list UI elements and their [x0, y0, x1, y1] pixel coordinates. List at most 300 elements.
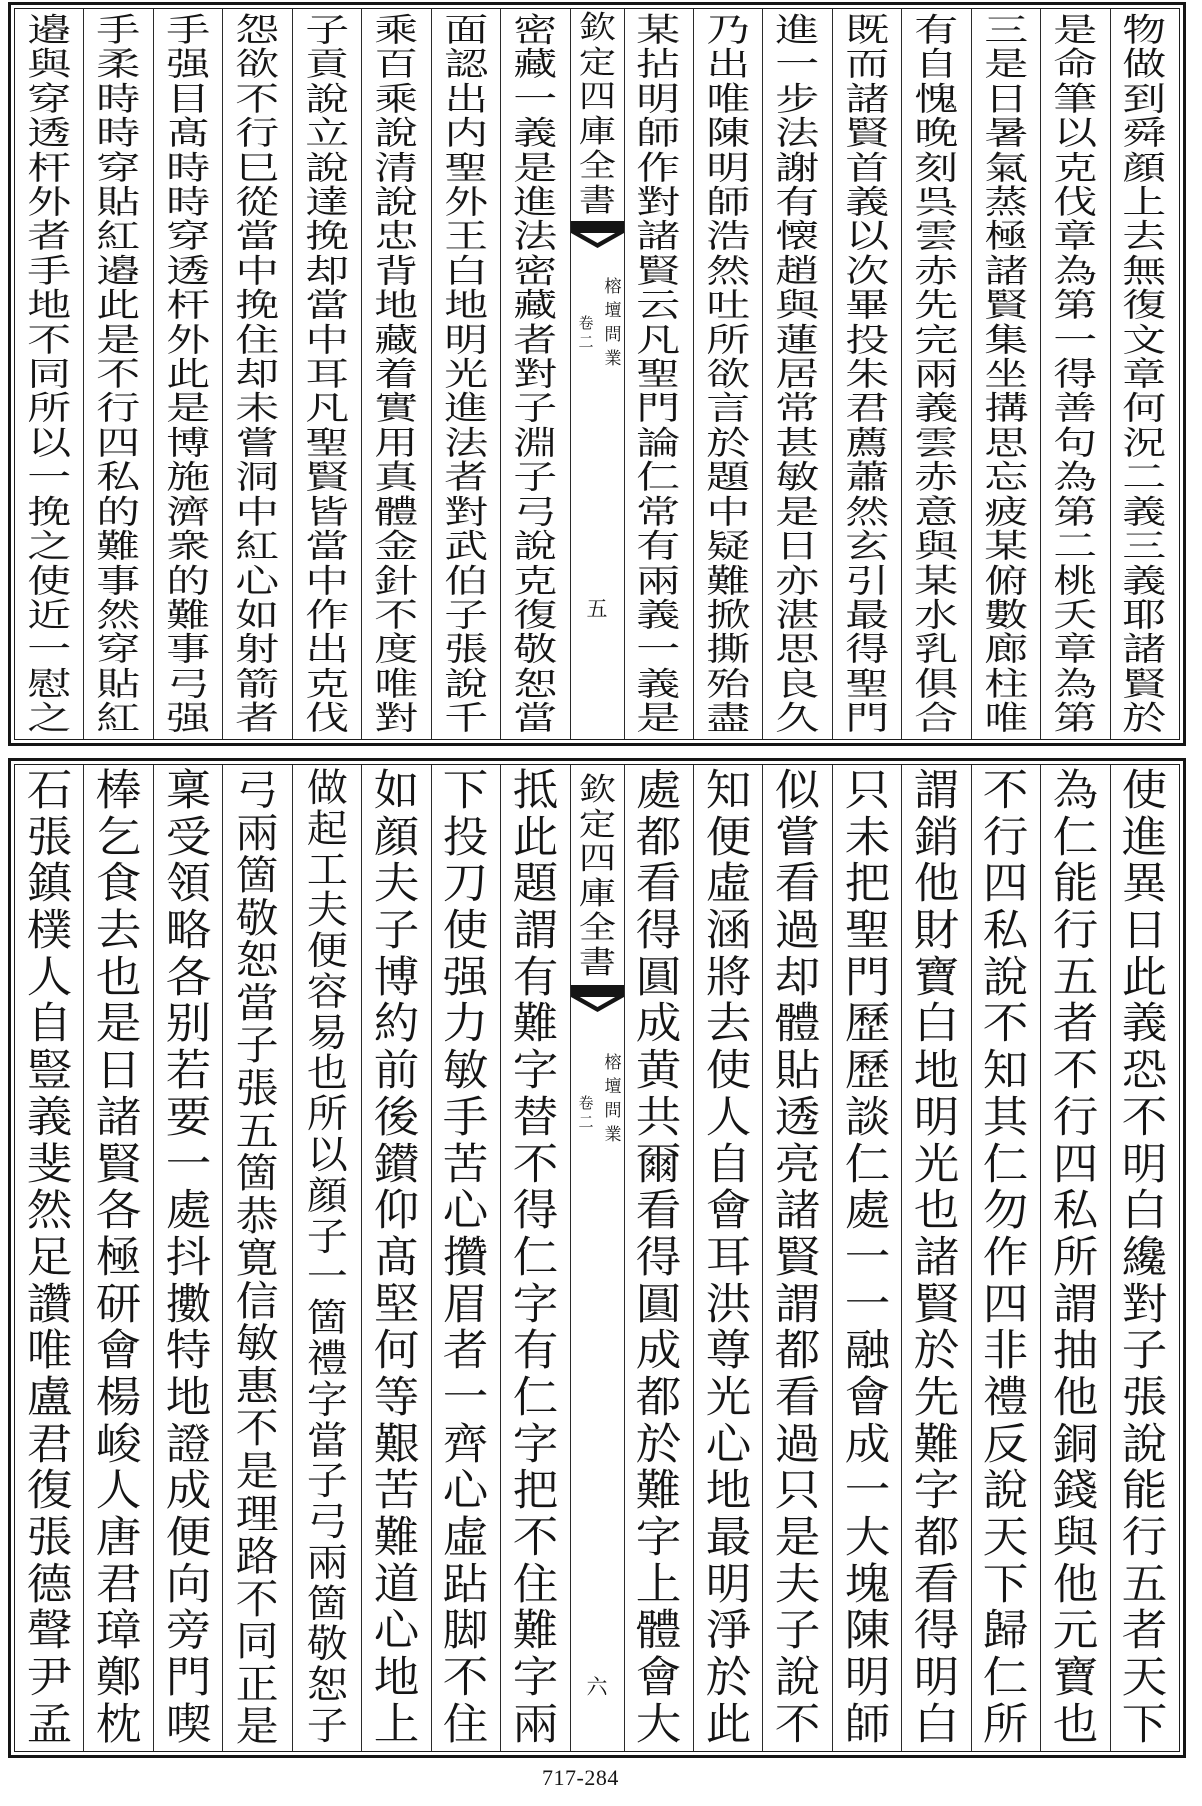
glyph: 勿 [983, 1186, 1029, 1237]
glyph: 不 [236, 1404, 279, 1453]
glyph: 殆 [706, 664, 751, 703]
glyph: 一 [443, 1372, 489, 1423]
glyph: 會 [95, 1326, 142, 1377]
glyph: 弓 [236, 766, 279, 814]
glyph: 唐 [95, 1513, 142, 1563]
glyph: 難 [373, 1513, 420, 1563]
text-column [901, 9, 970, 739]
glyph: 圓 [635, 1279, 682, 1330]
glyph: 難 [512, 1606, 559, 1657]
glyph: 使 [443, 906, 489, 957]
text-column [153, 765, 222, 1751]
glyph: 銷 [913, 812, 960, 863]
glyph: 下 [1121, 1699, 1168, 1750]
glyph: 私 [983, 906, 1029, 957]
text-column [500, 765, 569, 1751]
glyph: 人 [26, 952, 73, 1003]
glyph: 目 [166, 79, 211, 118]
glyph: 義 [914, 389, 959, 428]
glyph: 出 [706, 45, 751, 84]
text-column [500, 9, 569, 739]
half-page-upper [8, 2, 1186, 746]
glyph: 都 [635, 1372, 682, 1423]
glyph: 章 [1122, 355, 1167, 394]
glyph: 此 [1121, 952, 1168, 1003]
glyph: 雲 [914, 217, 959, 256]
glyph: 不 [236, 1574, 279, 1623]
glyph: 行 [983, 812, 1029, 863]
glyph: 論 [636, 423, 681, 462]
glyph: 日 [1121, 906, 1168, 957]
glyph: 却 [235, 355, 280, 394]
glyph: 得 [845, 630, 890, 669]
glyph: 兩 [306, 1540, 348, 1586]
glyph: 皆 [304, 492, 349, 531]
glyph: 投 [443, 812, 489, 863]
glyph: 德 [26, 1559, 73, 1610]
glyph: 别 [165, 999, 211, 1050]
glyph: 對 [636, 183, 681, 222]
glyph: 度 [374, 630, 419, 669]
glyph: 柱 [983, 664, 1028, 703]
text-column [292, 765, 361, 1751]
glyph: 搆 [983, 389, 1028, 428]
glyph: 晚 [914, 114, 959, 153]
glyph: 常 [775, 389, 820, 428]
glyph: 張 [26, 1513, 73, 1563]
glyph: 未 [235, 389, 280, 428]
glyph: 玄 [845, 527, 890, 566]
glyph: 一 [636, 630, 681, 669]
glyph: 不 [983, 766, 1029, 816]
glyph: 明 [1121, 1139, 1168, 1190]
glyph: 談 [844, 1092, 890, 1143]
column-text [694, 766, 762, 1750]
glyph: 外 [443, 183, 488, 222]
glyph: 敬 [236, 893, 279, 942]
glyph: 洞 [235, 458, 280, 497]
glyph: 立 [304, 114, 349, 153]
glyph: 者 [1121, 1606, 1168, 1657]
glyph: 能 [1121, 1466, 1168, 1517]
glyph: 眉 [443, 1279, 489, 1330]
text-column [971, 765, 1040, 1751]
glyph: 俯 [983, 561, 1028, 600]
glyph: 行 [1052, 906, 1099, 957]
glyph: 從 [235, 183, 280, 222]
text-column [83, 9, 152, 739]
glyph: 是 [96, 320, 141, 359]
glyph: 白 [913, 999, 960, 1050]
text-column [762, 9, 831, 739]
glyph: 上 [1122, 183, 1167, 222]
glyph: 乃 [706, 11, 751, 49]
glyph: 邉 [96, 251, 141, 290]
glyph: 唯 [983, 699, 1028, 738]
glyph: 撕 [706, 630, 751, 669]
glyph: 桃 [1053, 561, 1098, 600]
column-text [293, 766, 361, 1749]
glyph: 克 [304, 664, 349, 703]
glyph: 張 [236, 1063, 279, 1112]
glyph: 過 [774, 1419, 821, 1470]
glyph: 字 [635, 1513, 682, 1563]
glyph: 愧 [914, 79, 959, 118]
glyph: 義 [1122, 561, 1167, 600]
glyph: 呉 [914, 183, 959, 222]
glyph: 得 [512, 1186, 559, 1237]
column-text [293, 11, 361, 738]
glyph: 久 [775, 699, 820, 738]
glyph: 意 [914, 492, 959, 531]
glyph: 時 [166, 148, 211, 187]
glyph: 住 [235, 320, 280, 359]
glyph: 然 [706, 251, 751, 290]
glyph: 於 [635, 1419, 682, 1470]
glyph: 體 [774, 999, 821, 1050]
glyph: 會 [844, 1372, 890, 1423]
glyph: 圓 [635, 952, 682, 1003]
glyph: 者 [443, 1326, 489, 1377]
glyph: 事 [96, 561, 141, 600]
glyph: 密 [513, 251, 558, 290]
glyph: 杆 [166, 286, 211, 325]
glyph: 一 [844, 1466, 890, 1517]
glyph: 掀 [706, 595, 751, 634]
glyph: 穿 [27, 79, 72, 118]
glyph: 便 [705, 812, 751, 863]
glyph: 用 [374, 423, 419, 462]
glyph: 陳 [844, 1606, 890, 1657]
glyph: 然 [96, 595, 141, 634]
center-fold-column [570, 765, 624, 1751]
glyph: 大 [635, 1699, 682, 1750]
glyph: 路 [236, 1532, 279, 1581]
glyph: 外 [27, 183, 72, 222]
glyph: 顔 [373, 812, 420, 863]
glyph: 聖 [845, 664, 890, 703]
glyph: 時 [96, 114, 141, 153]
glyph: 塊 [844, 1559, 890, 1610]
glyph: 賢 [95, 1139, 142, 1190]
collection-title [571, 772, 624, 981]
glyph: 艱 [373, 1419, 420, 1470]
glyph: 賢 [304, 458, 349, 497]
glyph: 聲 [26, 1606, 73, 1657]
glyph: 某 [636, 11, 681, 49]
glyph: 三 [983, 11, 1028, 49]
glyph: 得 [635, 1232, 682, 1283]
glyph: 易 [306, 1010, 348, 1056]
column-text [154, 11, 222, 738]
glyph: 先 [914, 286, 959, 325]
glyph: 吐 [706, 286, 751, 325]
glyph: 蓮 [775, 320, 820, 359]
glyph: 浩 [706, 217, 751, 256]
glyph: 做 [306, 766, 348, 811]
glyph: 光 [705, 1372, 751, 1423]
glyph: 抖 [165, 1232, 211, 1283]
glyph: 張 [26, 812, 73, 863]
glyph: 挽 [235, 286, 280, 325]
glyph: 上 [373, 1699, 420, 1750]
glyph: 行 [1052, 1092, 1099, 1143]
glyph: 尹 [26, 1653, 73, 1704]
glyph: 理 [236, 1489, 279, 1538]
column-text [1111, 766, 1179, 1750]
glyph: 此 [96, 286, 141, 325]
glyph: 柔 [96, 45, 141, 84]
glyph: 以 [27, 423, 72, 462]
glyph: 得 [913, 1606, 960, 1657]
glyph: 似 [774, 766, 821, 816]
glyph: 嘗 [235, 423, 280, 462]
glyph: 有 [636, 527, 681, 566]
glyph: 藏 [374, 320, 419, 359]
glyph: 第 [1053, 699, 1098, 738]
text-column [361, 9, 430, 739]
text-column [971, 9, 1040, 739]
glyph: 貢 [304, 45, 349, 84]
text-column [222, 765, 291, 1751]
glyph: 五 [1121, 1559, 1168, 1610]
glyph: 法 [443, 423, 488, 462]
glyph: 淨 [705, 1606, 751, 1657]
glyph: 地 [913, 1046, 960, 1097]
glyph: 非 [983, 1326, 1029, 1377]
glyph: 食 [95, 859, 142, 910]
glyph: 光 [443, 355, 488, 394]
glyph: 體 [374, 492, 419, 531]
glyph: 達 [304, 183, 349, 222]
glyph: 明 [705, 1559, 751, 1610]
glyph: 峻 [95, 1419, 142, 1470]
glyph: 等 [373, 1372, 420, 1423]
glyph: 句 [1053, 423, 1098, 462]
glyph: 字 [512, 1653, 559, 1704]
glyph: 中 [706, 492, 751, 531]
glyph: 體 [635, 1606, 682, 1657]
glyph: 弓 [513, 492, 558, 531]
glyph: 心 [235, 561, 280, 600]
glyph: 欲 [706, 355, 751, 394]
glyph: 紅 [96, 699, 141, 738]
glyph: 伐 [304, 699, 349, 738]
glyph: 的 [96, 492, 141, 531]
glyph: 說 [374, 114, 419, 153]
glyph: 子 [306, 1703, 348, 1749]
glyph: 一 [27, 630, 72, 669]
glyph: 做 [1122, 45, 1167, 84]
column-text [432, 11, 500, 738]
glyph: 近 [27, 595, 72, 634]
glyph: 未 [844, 812, 890, 863]
glyph: 研 [95, 1279, 142, 1330]
glyph: 斐 [26, 1139, 73, 1190]
glyph: 得 [1053, 355, 1098, 394]
glyph: 日 [775, 527, 820, 566]
glyph: 次 [845, 251, 890, 290]
fish-tail-ornament [571, 985, 624, 1013]
glyph: 千 [443, 699, 488, 738]
glyph: 張 [443, 630, 488, 669]
glyph: 趙 [775, 251, 820, 290]
glyph: 第 [1053, 492, 1098, 531]
glyph: 謂 [512, 906, 559, 957]
glyph: 起 [306, 806, 348, 852]
glyph: 髙 [166, 114, 211, 153]
glyph: 弓 [166, 664, 211, 703]
glyph: 自 [705, 1139, 751, 1190]
glyph: 謂 [1052, 1279, 1099, 1330]
glyph: 是 [774, 1513, 821, 1563]
text-column [832, 9, 901, 739]
column-text [972, 766, 1040, 1750]
glyph: 受 [165, 812, 211, 863]
glyph: 子 [236, 1021, 279, 1070]
text-column [431, 9, 500, 739]
glyph: 穿 [96, 630, 141, 669]
glyph: 克 [1053, 148, 1098, 187]
glyph: 外 [166, 320, 211, 359]
glyph: 欽 [578, 10, 616, 46]
glyph: 地 [165, 1372, 211, 1423]
glyph: 一 [775, 45, 820, 84]
glyph: 四 [1052, 1139, 1099, 1190]
glyph: 錢 [1052, 1466, 1099, 1517]
glyph: 賢 [845, 114, 890, 153]
glyph: 貼 [96, 664, 141, 703]
glyph: 義 [845, 183, 890, 222]
glyph: 之 [27, 527, 72, 566]
glyph: 字 [306, 1377, 348, 1423]
glyph: 難 [913, 1419, 960, 1470]
glyph: 看 [913, 1559, 960, 1610]
glyph: 看 [774, 1372, 821, 1423]
glyph: 是 [983, 45, 1028, 84]
half-page-lower [8, 758, 1186, 1758]
glyph: 挽 [27, 492, 72, 531]
glyph: 仁 [512, 1232, 559, 1283]
glyph: 諸 [913, 1232, 960, 1283]
glyph: 張 [1121, 1372, 1168, 1423]
glyph: 門 [636, 389, 681, 428]
glyph: 子 [306, 1214, 348, 1260]
glyph: 耳 [705, 1232, 751, 1283]
glyph: 透 [27, 114, 72, 153]
glyph: 進 [443, 389, 488, 428]
glyph: 密 [513, 11, 558, 49]
glyph: 真 [374, 458, 419, 497]
glyph: 為 [1053, 458, 1098, 497]
glyph: 全 [578, 148, 616, 185]
glyph: 耳 [304, 355, 349, 394]
column-text [1111, 11, 1179, 738]
glyph: 以 [306, 1133, 348, 1179]
glyph: 顔 [306, 1173, 348, 1219]
glyph: 於 [706, 423, 751, 462]
column-text [223, 766, 291, 1751]
glyph: 禮 [306, 1336, 348, 1382]
glyph: 難 [96, 527, 141, 566]
glyph: 仁 [983, 1653, 1029, 1704]
glyph: 去 [1122, 217, 1167, 256]
glyph: 他 [1052, 1372, 1099, 1423]
glyph: 為 [1053, 251, 1098, 290]
glyph: 命 [1053, 45, 1098, 84]
glyph: 某 [914, 561, 959, 600]
glyph: 投 [845, 320, 890, 359]
glyph: 暑 [983, 114, 1028, 153]
glyph: 面 [443, 11, 488, 49]
glyph: 知 [705, 766, 751, 816]
glyph: 天 [1121, 1653, 1168, 1704]
glyph: 是 [1053, 11, 1098, 49]
glyph: 箭 [235, 664, 280, 703]
glyph: 中 [235, 492, 280, 531]
glyph: 兩 [636, 561, 681, 600]
glyph: 紅 [235, 527, 280, 566]
glyph: 弓 [306, 1500, 348, 1546]
glyph: 全 [578, 910, 616, 947]
glyph: 證 [165, 1419, 211, 1470]
glyph: 認 [443, 45, 488, 84]
glyph: 謂 [913, 766, 960, 816]
glyph: 義 [636, 595, 681, 634]
glyph: 便 [165, 1513, 211, 1563]
glyph: 盧 [26, 1372, 73, 1423]
glyph: 唯 [26, 1326, 73, 1377]
glyph: 都 [774, 1326, 821, 1377]
column-text [15, 11, 83, 738]
column-text [223, 11, 291, 738]
glyph: 合 [914, 699, 959, 738]
glyph: 都 [913, 1513, 960, 1563]
glyph: 水 [914, 595, 959, 634]
glyph: 道 [373, 1559, 420, 1610]
glyph: 夫 [373, 859, 420, 910]
glyph: 融 [844, 1326, 890, 1377]
glyph: 字 [512, 1419, 559, 1470]
glyph: 蒸 [983, 183, 1028, 222]
glyph: 處 [635, 766, 682, 816]
glyph: 住 [443, 1699, 489, 1750]
glyph: 去 [705, 999, 751, 1050]
glyph: 領 [165, 859, 211, 910]
glyph: 背 [374, 251, 419, 290]
glyph: 諸 [1122, 630, 1167, 669]
glyph: 明 [913, 1653, 960, 1704]
center-fold-column [570, 9, 624, 739]
glyph: 夭 [1053, 595, 1098, 634]
glyph: 虛 [443, 1513, 489, 1563]
text-column [832, 765, 901, 1751]
glyph: 鎮 [26, 859, 73, 910]
glyph: 不 [512, 1139, 559, 1190]
glyph: 心 [443, 1186, 489, 1237]
glyph: 博 [166, 423, 211, 462]
glyph: 貼 [96, 183, 141, 222]
glyph: 他 [1052, 1559, 1099, 1610]
glyph: 知 [983, 1046, 1029, 1097]
glyph: 拈 [636, 45, 681, 84]
glyph: 歸 [983, 1606, 1029, 1657]
glyph: 法 [513, 217, 558, 256]
glyph: 凡 [304, 389, 349, 428]
glyph: 力 [443, 999, 489, 1050]
glyph: 乳 [914, 630, 959, 669]
glyph: 苦 [373, 1466, 420, 1517]
